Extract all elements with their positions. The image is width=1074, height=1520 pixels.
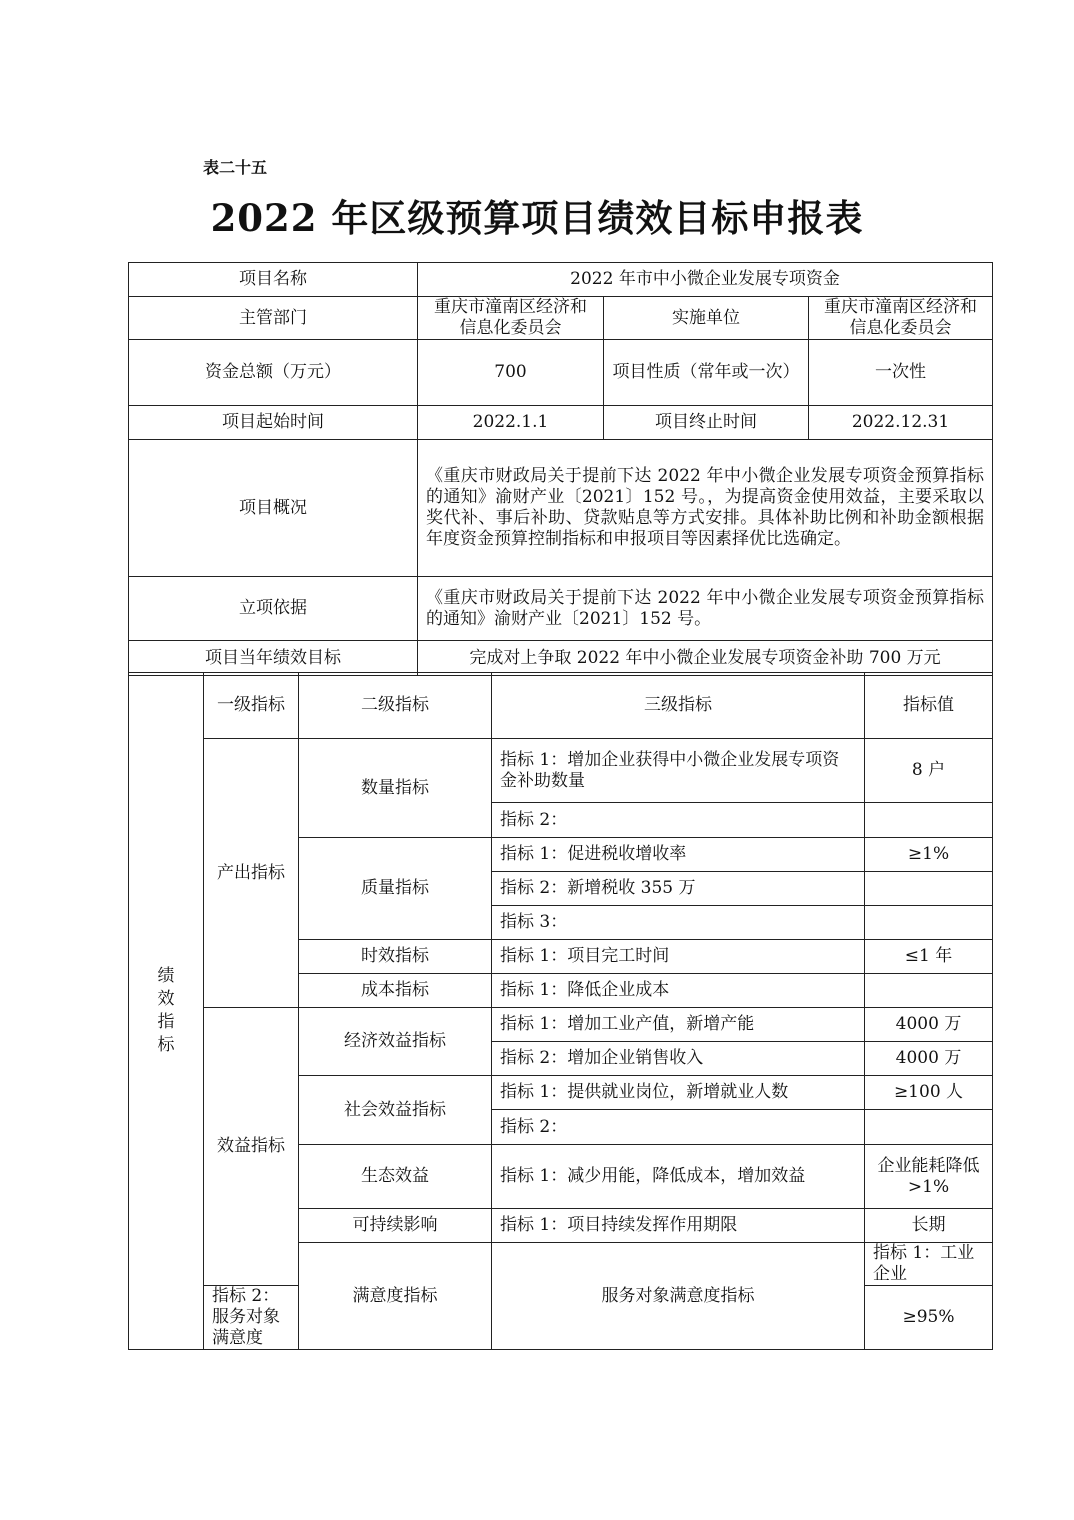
goal-value: 完成对上争取 2022 年中小微企业发展专项资金补助 700 万元 <box>418 641 993 676</box>
indicator-table <box>128 672 993 1350</box>
level2-service: 服务对象满意度指标 <box>492 1243 865 1350</box>
level2-social: 社会效益指标 <box>299 1076 492 1145</box>
goal-label: 项目当年绩效目标 <box>129 641 418 676</box>
level2-quality: 质量指标 <box>299 838 492 940</box>
value-ql1: ≥1% <box>865 838 993 872</box>
indicator-s1: 指标 1：提供就业岗位，新增就业人数 <box>492 1076 865 1110</box>
value-eco1: 企业能耗降低>1% <box>865 1145 993 1209</box>
level2-quantity: 数量指标 <box>299 739 492 838</box>
document-title: 2022 年区级预算项目绩效目标申报表 <box>210 196 864 240</box>
value-t1: ≤1 年 <box>865 940 993 974</box>
dept-value: 重庆市潼南区经济和信息化委员会 <box>418 297 604 340</box>
impl-unit-label: 实施单位 <box>604 297 809 340</box>
indicator-ql1: 指标 1：促进税收增收率 <box>492 838 865 872</box>
impl-unit-value: 重庆市潼南区经济和信息化委员会 <box>809 297 993 340</box>
basis-label: 立项依据 <box>129 577 418 641</box>
value-ql2 <box>865 872 993 906</box>
section-label-cell <box>129 673 204 1350</box>
value-s2 <box>865 1110 993 1145</box>
section-label: 绩效指标 <box>157 966 175 1055</box>
level1-output: 产出指标 <box>204 739 299 1008</box>
value-su1: 长期 <box>865 1209 993 1243</box>
overview-label: 项目概况 <box>129 440 418 577</box>
indicator-ql3: 指标 3： <box>492 906 865 940</box>
indicator-e2: 指标 2：增加企业销售收入 <box>492 1042 865 1076</box>
indicator-sa1: 指标 1：工业企业 <box>865 1243 993 1286</box>
total-funds-value: 700 <box>418 340 604 406</box>
basis-value: 《重庆市财政局关于提前下达 2022 年中小微企业发展专项资金预算指标的通知》渝财产业〔2021〕152 号。 <box>418 577 993 641</box>
value-q1: 8 户 <box>865 739 993 803</box>
header-level1: 一级指标 <box>204 673 299 739</box>
value-s1: ≥100 人 <box>865 1076 993 1110</box>
indicator-eco1: 指标 1：减少用能，降低成本，增加效益 <box>492 1145 865 1209</box>
indicator-ql2: 指标 2：新增税收 355 万 <box>492 872 865 906</box>
project-name-label: 项目名称 <box>129 263 418 297</box>
value-sa2: ≥95% <box>865 1286 993 1350</box>
header-value: 指标值 <box>865 673 993 739</box>
level2-timeliness: 时效指标 <box>299 940 492 974</box>
indicator-s2: 指标 2： <box>492 1110 865 1145</box>
value-ql3 <box>865 906 993 940</box>
indicator-c1: 指标 1：降低企业成本 <box>492 974 865 1008</box>
level1-benefit: 效益指标 <box>204 1008 299 1286</box>
level2-eco: 生态效益 <box>299 1145 492 1209</box>
indicator-e1: 指标 1：增加工业产值，新增产能 <box>492 1008 865 1042</box>
indicator-sa2: 指标 2：服务对象满意度 <box>204 1286 299 1350</box>
nature-label: 项目性质（常年或一次） <box>604 340 809 406</box>
indicator-q1: 指标 1：增加企业获得中小微企业发展专项资金补助数量 <box>492 739 865 803</box>
value-e2: 4000 万 <box>865 1042 993 1076</box>
level2-cost: 成本指标 <box>299 974 492 1008</box>
value-q2 <box>865 803 993 838</box>
overview-value: 《重庆市财政局关于提前下达 2022 年中小微企业发展专项资金预算指标的通知》渝财产业〔2021〕152 号。，为提高资金使用效益，主要采取以奖代补、事后补助、贷款贴息等方式安排。具体补助比例和补助金额根据年度资金预算控制指标和申报项目等因素择优比选确定。 <box>418 440 993 577</box>
table-number: 表二十五 <box>203 158 268 177</box>
total-funds-label: 资金总额（万元） <box>129 340 418 406</box>
project-name-value: 2022 年市中小微企业发展专项资金 <box>418 263 993 297</box>
level1-satisfaction: 满意度指标 <box>299 1243 492 1350</box>
start-label: 项目起始时间 <box>129 406 418 440</box>
indicator-t1: 指标 1：项目完工时间 <box>492 940 865 974</box>
value-c1 <box>865 974 993 1008</box>
header-level3: 三级指标 <box>492 673 865 739</box>
level2-sustain: 可持续影响 <box>299 1209 492 1243</box>
nature-value: 一次性 <box>809 340 993 406</box>
indicator-q2: 指标 2： <box>492 803 865 838</box>
value-e1: 4000 万 <box>865 1008 993 1042</box>
dept-label: 主管部门 <box>129 297 418 340</box>
header-level2: 二级指标 <box>299 673 492 739</box>
basic-info-table <box>128 262 993 676</box>
end-value: 2022.12.31 <box>809 406 993 440</box>
level2-economic: 经济效益指标 <box>299 1008 492 1076</box>
start-value: 2022.1.1 <box>418 406 604 440</box>
indicator-su1: 指标 1：项目持续发挥作用期限 <box>492 1209 865 1243</box>
end-label: 项目终止时间 <box>604 406 809 440</box>
